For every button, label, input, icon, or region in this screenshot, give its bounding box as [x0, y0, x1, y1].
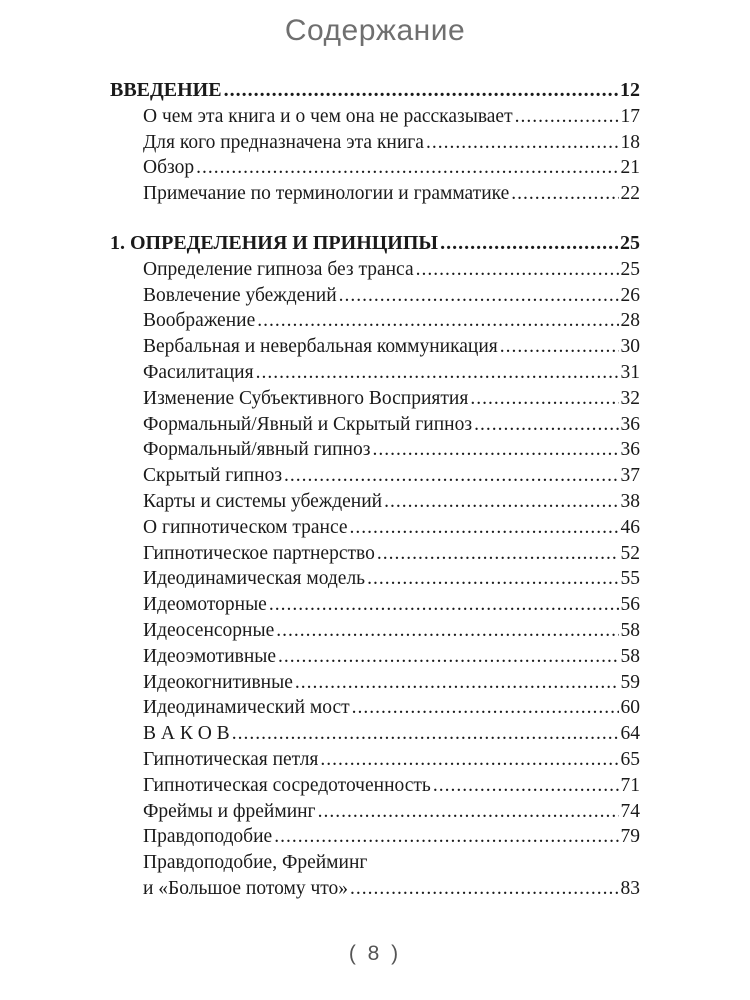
toc-leader-dots — [276, 618, 618, 644]
toc-leader-dots — [256, 360, 619, 386]
toc-leader-dots — [295, 670, 619, 696]
toc-leader-dots — [416, 257, 619, 283]
toc-entry — [110, 386, 640, 412]
toc-entry-page: 36 — [620, 439, 640, 461]
toc-entry-label: Гипнотическая сосредоточенность — [143, 774, 431, 796]
page-number: ( 8 ) — [348, 942, 402, 965]
toc-entry-label: Формальный/явный гипноз — [143, 439, 371, 461]
toc-entry — [110, 489, 640, 515]
toc-entry — [110, 104, 640, 130]
toc-entry-page: 71 — [620, 774, 640, 796]
toc-leader-dots — [474, 412, 618, 438]
toc-entry-first-line — [110, 850, 640, 876]
toc-entry-label: Правдоподобие, Фрейминг — [143, 852, 368, 874]
toc-entry-label: Примечание по терминологии и грамматике — [143, 183, 510, 205]
table-of-contents — [110, 78, 640, 902]
toc-leader-dots — [470, 386, 618, 412]
toc-entry — [110, 773, 640, 799]
toc-entry-label: Карты и системы убеждений — [143, 490, 383, 512]
toc-entry — [110, 181, 640, 207]
toc-entry-page: 58 — [620, 619, 640, 641]
toc-entry — [110, 437, 640, 463]
toc-leader-dots — [367, 566, 618, 592]
toc-entry — [110, 463, 640, 489]
toc-entry-label: Вовлечение убеждений — [143, 284, 337, 306]
toc-leader-dots — [440, 231, 618, 257]
toc-entry-page: 46 — [620, 516, 640, 538]
toc-entry — [110, 824, 640, 850]
toc-entry-label: Вербальная и невербальная коммуникация — [143, 336, 498, 358]
toc-leader-dots — [511, 181, 618, 207]
toc-entry-page: 64 — [620, 723, 640, 745]
toc-entry-page: 18 — [620, 131, 640, 153]
toc-section-intro — [110, 78, 640, 207]
toc-entry-page: 52 — [620, 542, 640, 564]
toc-leader-dots — [269, 592, 619, 618]
toc-entry — [110, 541, 640, 567]
toc-entry — [110, 695, 640, 721]
toc-entry-page: 58 — [620, 645, 640, 667]
toc-entry-label: Идеодинамическая модель — [143, 568, 366, 590]
toc-leader-dots — [426, 130, 619, 156]
toc-entry-label: Фреймы и фрейминг — [143, 800, 316, 822]
toc-entry-label: Идеомоторные — [143, 594, 267, 616]
toc-leader-dots — [377, 541, 619, 567]
toc-entry-label: Гипнотическое партнерство — [143, 542, 375, 564]
toc-entry-page: 59 — [620, 671, 640, 693]
toc-entry — [110, 876, 640, 902]
toc-entry — [110, 670, 640, 696]
toc-leader-dots — [384, 489, 618, 515]
toc-entry-page: 83 — [620, 877, 640, 899]
toc-entry-label: Гипнотическая петля — [143, 748, 319, 770]
toc-entry-page: 17 — [620, 105, 640, 127]
toc-entry-page: 74 — [620, 800, 640, 822]
toc-entry-label: Идеокогнитивные — [143, 671, 293, 693]
toc-entry — [110, 618, 640, 644]
toc-heading-label: ВВЕДЕНИЕ — [110, 79, 222, 101]
toc-leader-dots — [196, 155, 618, 181]
toc-leader-dots — [350, 876, 618, 902]
toc-entry-page: 31 — [620, 361, 640, 383]
toc-entry — [110, 155, 640, 181]
toc-entry-label: Правдоподобие — [143, 826, 273, 848]
toc-entry-label: Обзор — [143, 157, 195, 179]
toc-entry-label: О гипнотическом трансе — [143, 516, 348, 538]
toc-entry-page: 38 — [620, 490, 640, 512]
toc-heading-label: 1. ОПРЕДЕЛЕНИЯ И ПРИНЦИПЫ — [110, 231, 439, 254]
toc-entry-label: Определение гипноза без транса — [143, 258, 414, 280]
toc-entry-label: Идеосенсорные — [143, 619, 275, 641]
toc-entry-page: 28 — [620, 310, 640, 332]
toc-entry — [110, 721, 640, 747]
toc-leader-dots — [515, 104, 619, 130]
toc-entry — [110, 799, 640, 825]
toc-entry-page: 79 — [620, 826, 640, 848]
toc-entry — [110, 360, 640, 386]
toc-entry-label: Фасилитация — [143, 361, 254, 383]
toc-entry-label: Изменение Субъективного Восприятия — [143, 387, 469, 409]
toc-leader-dots — [274, 824, 618, 850]
toc-leader-dots — [278, 644, 618, 670]
toc-entry-page: 25 — [620, 258, 640, 280]
toc-leader-dots — [433, 773, 619, 799]
toc-entry-page: 55 — [620, 568, 640, 590]
toc-section-chapter-1 — [110, 231, 640, 902]
toc-entry-page: 37 — [620, 465, 640, 487]
toc-entry — [110, 130, 640, 156]
toc-entry — [110, 747, 640, 773]
toc-leader-dots — [500, 334, 619, 360]
toc-entry-page: 26 — [620, 284, 640, 306]
toc-entry-page: 56 — [620, 594, 640, 616]
toc-leader-dots — [318, 799, 619, 825]
toc-entry — [110, 566, 640, 592]
toc-heading-page: 25 — [620, 231, 640, 254]
toc-entry-label: Скрытый гипноз — [143, 465, 283, 487]
toc-entry — [110, 644, 640, 670]
toc-entry-page: 22 — [620, 183, 640, 205]
toc-entry — [110, 308, 640, 334]
toc-entry — [110, 257, 640, 283]
toc-entry — [110, 412, 640, 438]
toc-entry-page: 65 — [620, 748, 640, 770]
page-title: Содержание — [284, 14, 466, 47]
toc-entry-page: 21 — [620, 157, 640, 179]
toc-leader-dots — [352, 695, 619, 721]
toc-leader-dots — [320, 747, 618, 773]
toc-entry-page: 60 — [620, 697, 640, 719]
toc-leader-dots — [257, 308, 618, 334]
toc-entry — [110, 515, 640, 541]
toc-leader-dots — [372, 437, 618, 463]
toc-entry — [110, 592, 640, 618]
toc-entry-page: 30 — [620, 336, 640, 358]
toc-entry-label: Для кого предназначена эта книга — [143, 131, 424, 153]
toc-entry — [110, 283, 640, 309]
toc-entry-label: В А К О В — [143, 723, 230, 745]
toc-entry — [110, 334, 640, 360]
toc-entry-label: Идеодинамический мост — [143, 697, 350, 719]
toc-heading-chapter-1 — [110, 231, 640, 257]
toc-leader-dots — [339, 283, 619, 309]
toc-entry-page: 32 — [620, 387, 640, 409]
toc-leader-dots — [232, 721, 619, 747]
toc-heading-intro — [110, 78, 640, 104]
toc-leader-dots — [350, 515, 619, 541]
toc-entry-label: О чем эта книга и о чем она не рассказывает — [143, 105, 513, 127]
toc-leader-dots — [224, 78, 618, 104]
toc-entry-label: Формальный/Явный и Скрытый гипноз — [143, 413, 473, 435]
toc-leader-dots — [284, 463, 618, 489]
toc-entry-label: Воображение — [143, 310, 256, 332]
toc-entry-label: Идеоэмотивные — [143, 645, 277, 667]
toc-heading-page: 12 — [620, 79, 640, 101]
toc-entry-page: 36 — [620, 413, 640, 435]
toc-entry-label: и «Большое потому что» — [143, 877, 349, 899]
